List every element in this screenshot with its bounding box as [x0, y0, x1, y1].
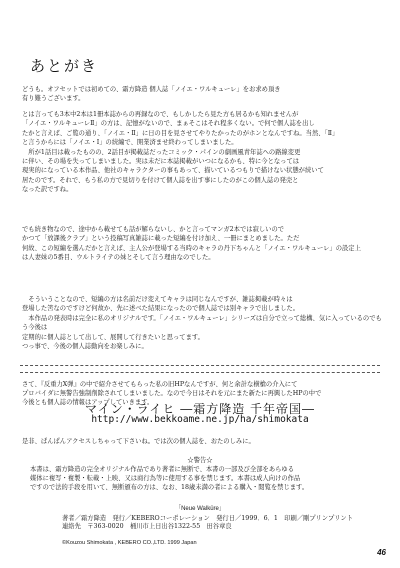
dashed-divider: [20, 372, 380, 373]
page-title: あとがき: [30, 57, 99, 75]
warning-body: 本書は、霜方降造の完全オリジナル作品であり著者に無断で、本書の一部及び全部をあらゆる 媒体に複写・複製・転載・上映、又は商行為等に使用する事を禁じます。本書は成人向けの作品 ですので法的手段を用いて、無断頒布の方は、なお、18歳未満の者による購入・閲覧を禁じます。: [30, 466, 309, 491]
colophon: 著者／霜方降造 発行／KEBEROコーポレーション 発行日／1999．6．1 印刷／剛プリンプリント 連絡先 〒363-0020 桶川市上日出谷1322-55 田谷章良: [62, 515, 353, 531]
paragraph-background: とは言っても3本中2本は1冊本誌からの再録なので、もしかしたら見た方も居るかも知れませんが 「ノイエ・ワルキューレⅡ」の方は、記憶がないので、まぁそこはそれ程多くない。で何で個人誌を出し たかと言えば、ご覧の通り、「ノイエ・Ⅱ」に日の目を見させてやりたかったのがホンとなんですね。当然、「Ⅱ」 と言うからには「ノイエ・Ⅰ」の続編で、開業済ませ終わってしまいました。 所が1話目は載ったものの、2話目が掲載誌だったコミック・パインの劇画風青年誌への路線変更 に伴い、その場を失ってしまいました。実は未だに本誌掲載がいつになるかも、特に今となっては 現実的になっている本作品、他社のキャラクターの事もあって、描いているつもりで描けない状態が続いて 居たのです。それで、もう私の方で見切りを付けて個人誌を出す事にしたのがこの個人誌の発売と なった訳ですね。: [22, 111, 339, 194]
paragraph-future: そういうことなので、短編の方は名前だけ変えてキャラは同じなんですが、雑誌掲載が時々は 登場した筈なのですけど何故か、先に述べた結果になったので個人誌では別キャラで出しました。 本作品の発表時は完全に私のオリジナルです。「ノイエ・ワルキューレ」シリーズは自分で立って総構、気に入っているのでもう今後は 定期的に個人誌として出して、展開して行きたいと思ってます。 つっ事で、今後の個人誌動向をお楽しみに。: [22, 296, 382, 351]
page-number: 46: [377, 548, 386, 557]
homepage-note: さて、『反重力X弾』の中で紹介させてもらった私の旧HPなんですが、何と余計な横槍の介入にて プロバイダに無警告強制削除されてしまいました。なので今日はそれを元にまた新たに再興したHPの中で 今後とも個人誌の情報はアップしていきます。: [22, 381, 322, 406]
circle-name: マイン・ライヒ ―霜方降造 千年帝国―: [84, 402, 316, 416]
copyright: ©Kouzou Shimokata , KEBERO CO.,LTD. 1999 Japan: [62, 540, 197, 546]
warning-title: ☆警告☆: [187, 457, 213, 464]
paragraph-intro: どうも。オフセットでは初めての、霜方降造 個人誌「ノイエ・ワルキューレ」をお求め頂き 有り難うございます。: [22, 86, 281, 103]
access-request: 是非、ぱんぱんアクセスしちゃって下さいね。では次の個人誌を、おたのしみに。: [22, 438, 255, 445]
homepage-url: http://www.bekkoame.ne.jp/ha/shimokata: [91, 414, 309, 425]
paragraph-short-story: でも続き物なので、途中から載せても話が解らないし、かと言ってマンガ2本では寂しいので かつて「放課後クラブ」という投稿写真雑誌に載った短編を付け加え、一冊にまとめました。ただ 何故、この短編を選んだかと言えば、主人公が登場する当時のキャラの丹下ちゃんと「ノイエ・ワルキューレ」の設定上 は人妻妹の5番目、ウルトライテの妹とそして言う理由なのでした。: [22, 226, 361, 262]
book-title: 「Neue Walküre」: [175, 506, 225, 512]
dashed-divider: [20, 365, 380, 366]
